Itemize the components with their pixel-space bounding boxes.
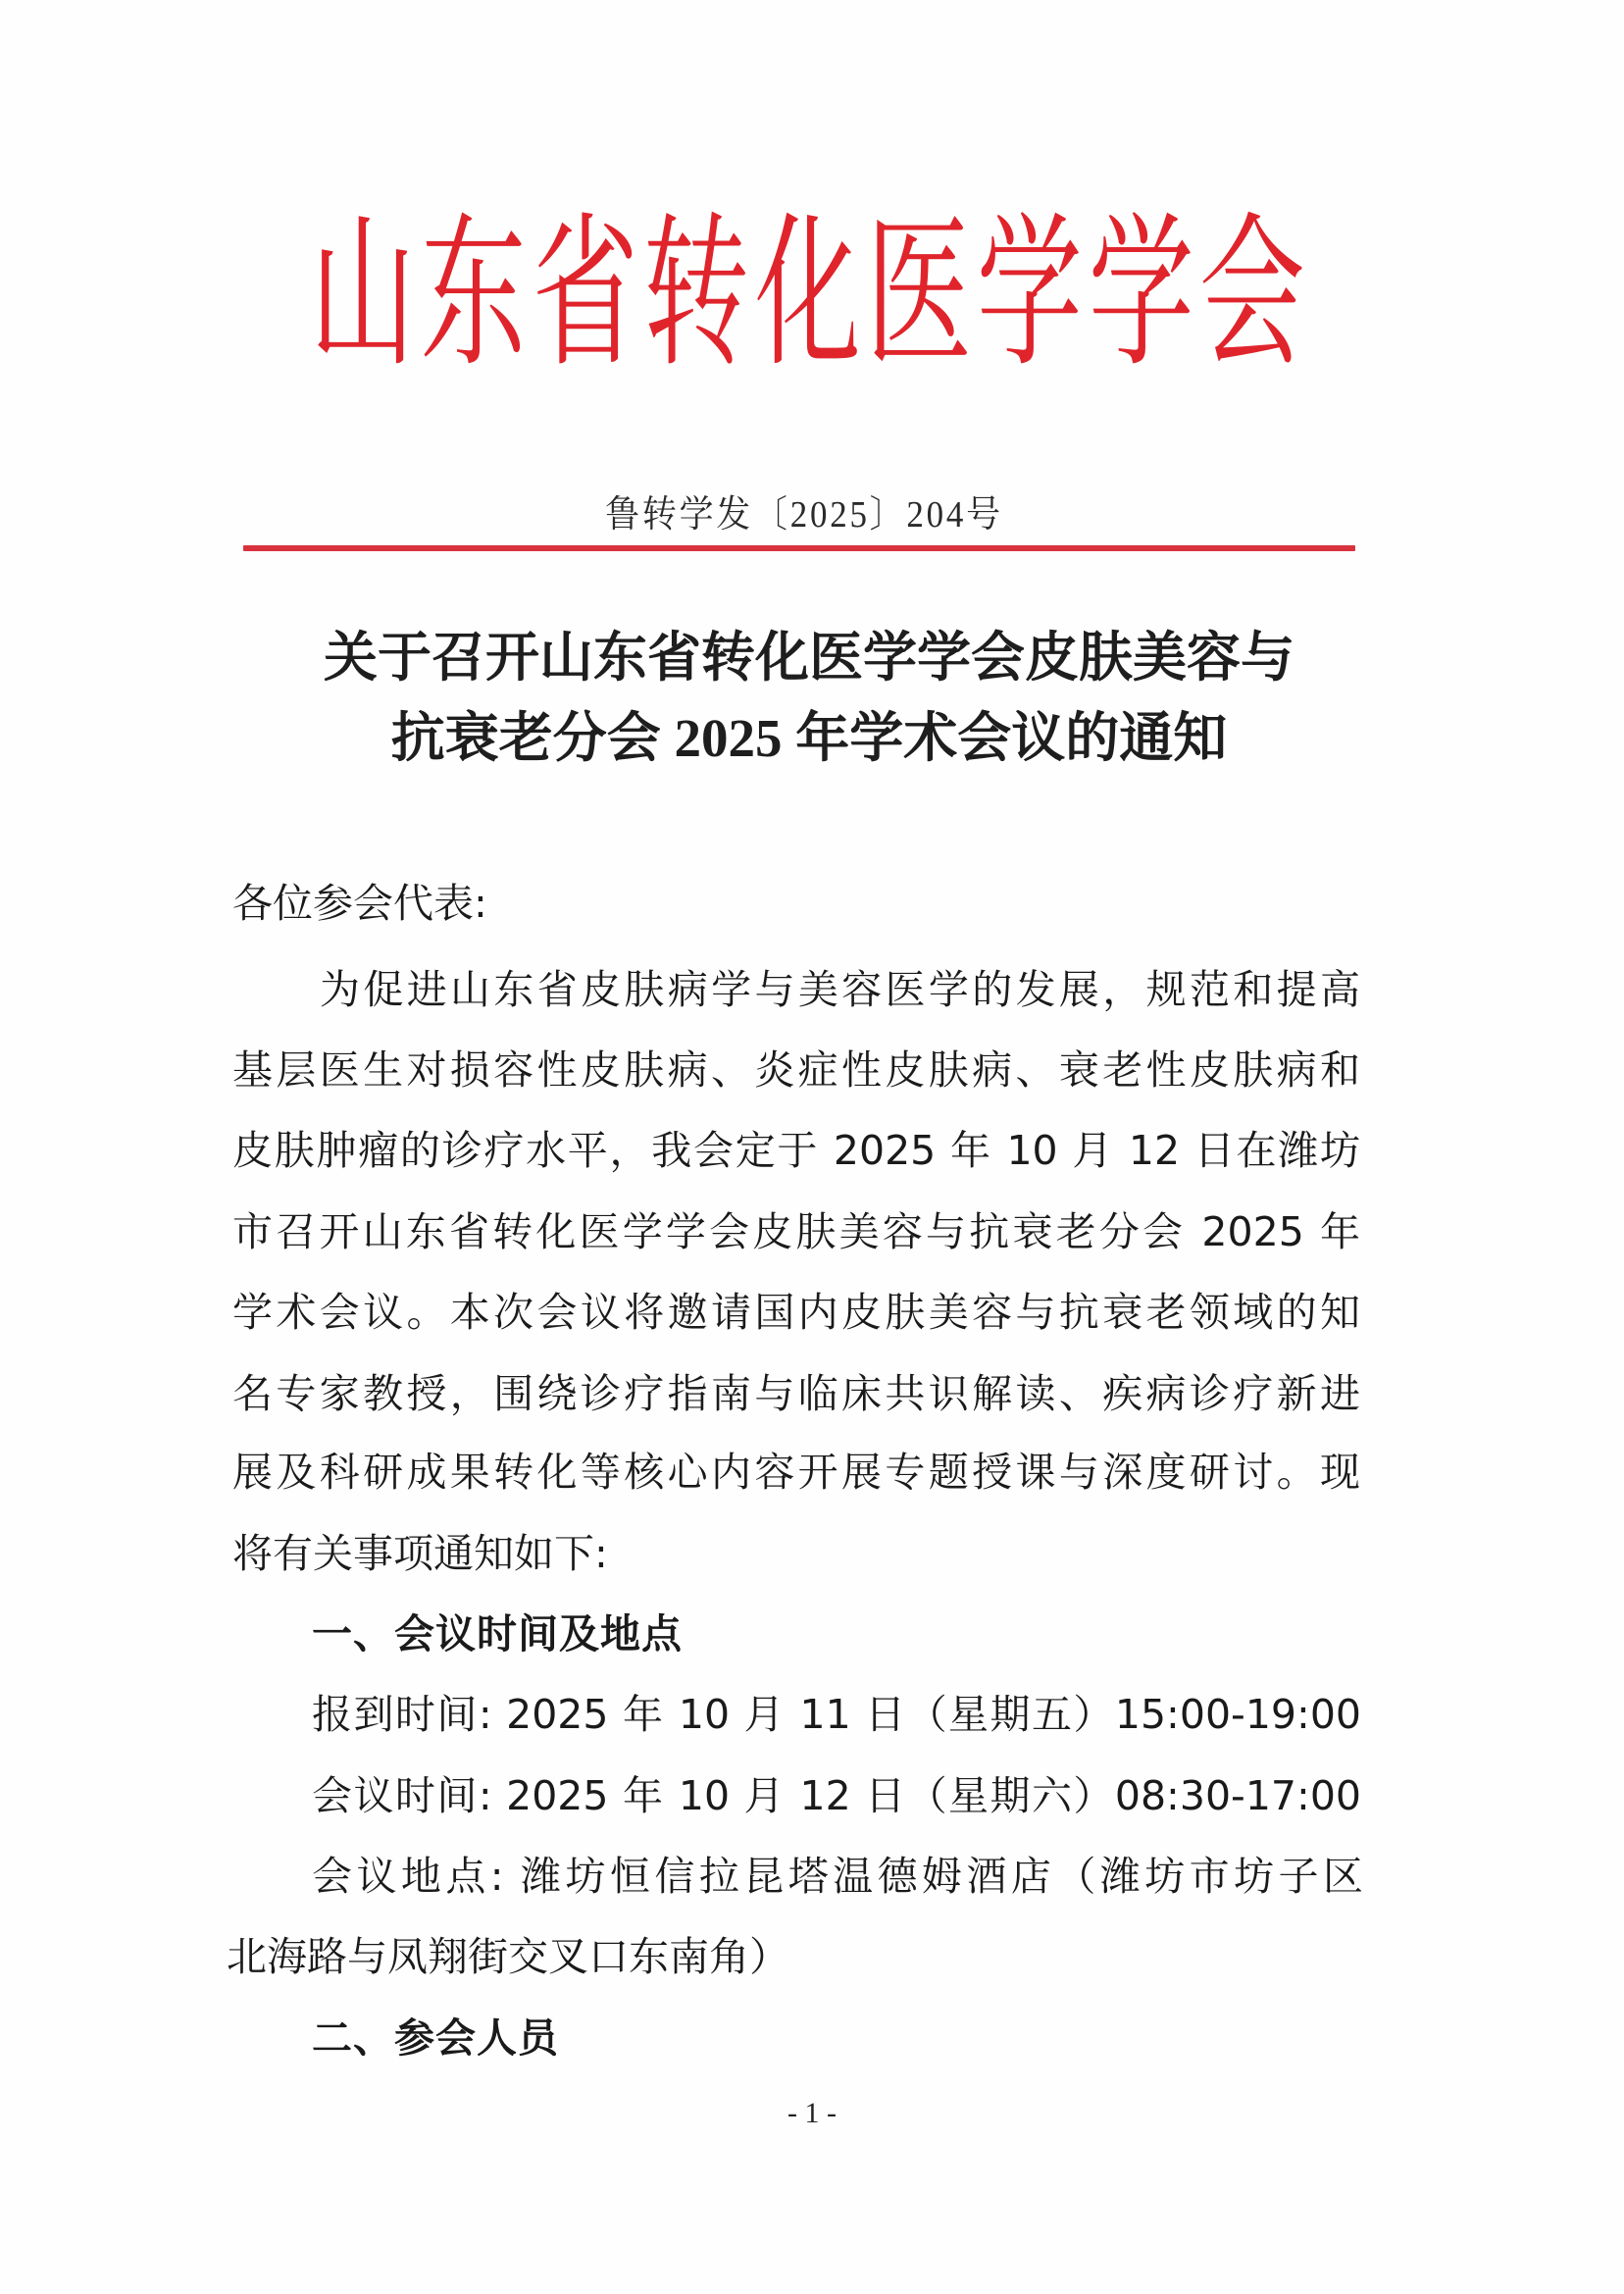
paragraph-line: 基层医生对损容性皮肤病、炎症性皮肤病、衰老性皮肤病和 [232, 1046, 1360, 1094]
meeting-venue-line-1: 会议地点: 潍坊恒信拉昆塔温德姆酒店（潍坊市坊子区 [312, 1853, 1363, 1900]
letterhead-char: 山 [309, 198, 416, 390]
letterhead-char: 转 [642, 198, 749, 390]
letterhead-char: 医 [865, 198, 972, 390]
title-line-1: 关于召开山东省转化医学学会皮肤美容与 [323, 628, 1294, 688]
salutation: 各位参会代表: [232, 880, 487, 927]
organization-letterhead [294, 196, 1305, 392]
paragraph-line: 为促进山东省皮肤病学与美容医学的发展，规范和提高 [320, 966, 1360, 1013]
section-heading-1: 一、会议时间及地点 [312, 1610, 683, 1657]
meeting-venue-line-2: 北海路与凤翔街交叉口东南角） [227, 1933, 789, 1980]
paragraph-line: 名专家教授，围绕诊疗指南与临床共识解读、疾病诊疗新进 [232, 1370, 1360, 1417]
title-line-2: 抗衰老分会 2025 年学术会议的通知 [390, 708, 1228, 768]
letterhead-char: 东 [421, 198, 528, 390]
registration-time: 报到时间: 2025 年 10 月 11 日（星期五）15:00-19:00 [312, 1691, 1361, 1738]
document-number: 鲁转学发〔2025〕204号 [605, 494, 1003, 535]
letterhead-char: 学 [1088, 198, 1194, 390]
paragraph-line: 将有关事项通知如下: [232, 1530, 608, 1577]
document-title [226, 618, 1393, 779]
section-heading-2: 二、参会人员 [312, 2014, 559, 2062]
paragraph-line: 皮肤肿瘤的诊疗水平，我会定于 2025 年 10 月 12 日在潍坊 [232, 1127, 1360, 1174]
paragraph-line: 市召开山东省转化医学学会皮肤美容与抗衰老分会 2025 年 [232, 1208, 1360, 1255]
paragraph-line: 展及科研成果转化等核心内容开展专题授课与深度研讨。现 [232, 1449, 1360, 1496]
letterhead-char: 省 [532, 198, 638, 390]
letterhead-char: 学 [977, 198, 1084, 390]
letterhead-char: 化 [754, 198, 861, 390]
red-divider-rule [243, 545, 1355, 551]
page-number: - 1 - [787, 2097, 837, 2129]
paragraph-line: 学术会议。本次会议将邀请国内皮肤美容与抗衰老领域的知 [232, 1289, 1360, 1336]
letterhead-char: 会 [1198, 198, 1305, 390]
meeting-time: 会议时间: 2025 年 10 月 12 日（星期六）08:30-17:00 [312, 1772, 1361, 1819]
